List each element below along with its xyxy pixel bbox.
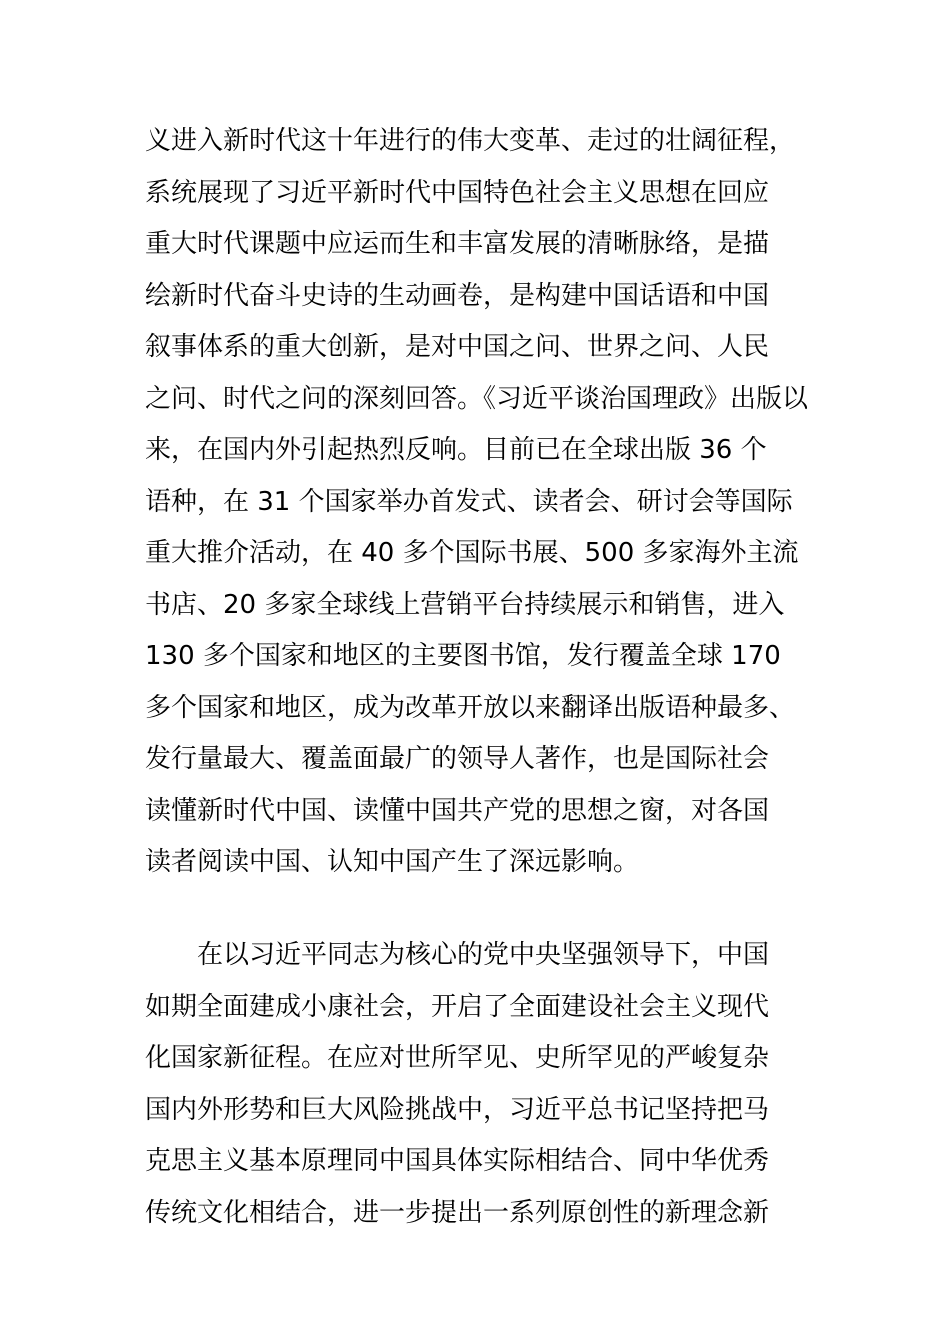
paragraph-2 <box>145 930 825 1239</box>
paragraph-line: 系统展现了习近平新时代中国特色社会主义思想在回应 <box>145 177 770 208</box>
paragraph-1 <box>145 116 825 889</box>
paragraph-line: 读者阅读中国、认知中国产生了深远影响。 <box>145 847 640 877</box>
paragraph-line: 克思主义基本原理同中国具体实际相结合、同中华优秀 <box>145 1146 770 1176</box>
paragraph-line: 重大推介活动，在 40 多个国际书展、500 多家海外主流 <box>145 538 799 568</box>
paragraph-line: 发行量最大、覆盖面最广的领导人著作，也是国际社会 <box>145 744 770 774</box>
paragraph-line: 传统文化相结合，进一步提出一系列原创性的新理念新 <box>145 1197 770 1228</box>
paragraph-line: 义进入新时代这十年进行的伟大变革、走过的壮阔征程， <box>145 126 796 156</box>
paragraph-line: 在以习近平同志为核心的党中央坚强领导下，中国 <box>145 940 770 970</box>
paragraph-line: 化国家新征程。在应对世所罕见、史所罕见的严峻复杂 <box>145 1043 770 1073</box>
paragraph-line: 来，在国内外引起热烈反响。目前已在全球出版 36 个 <box>145 435 767 465</box>
paragraph-line: 如期全面建成小康社会，开启了全面建设社会主义现代 <box>145 991 770 1022</box>
paragraph-line: 重大时代课题中应运而生和丰富发展的清晰脉络，是描 <box>145 229 770 259</box>
paragraph-line: 书店、20 多家全球线上营销平台持续展示和销售，进入 <box>145 589 785 620</box>
paragraph-line: 读懂新时代中国、读懂中国共产党的思想之窗，对各国 <box>145 795 770 826</box>
paragraph-line: 130 多个国家和地区的主要图书馆，发行覆盖全球 170 <box>145 641 781 671</box>
paragraph-line: 绘新时代奋斗史诗的生动画卷，是构建中国话语和中国 <box>145 280 770 311</box>
paragraph-line: 语种，在 31 个国家举办首发式、读者会、研讨会等国际 <box>145 486 793 517</box>
paragraph-line: 国内外形势和巨大风险挑战中，习近平总书记坚持把马 <box>145 1094 770 1125</box>
paragraph-line: 叙事体系的重大创新，是对中国之问、世界之问、人民 <box>145 332 770 362</box>
paragraph-line: 之问、时代之问的深刻回答。《习近平谈治国理政》出版以 <box>145 383 809 414</box>
paragraph-line: 多个国家和地区，成为改革开放以来翻译出版语种最多、 <box>145 692 796 723</box>
